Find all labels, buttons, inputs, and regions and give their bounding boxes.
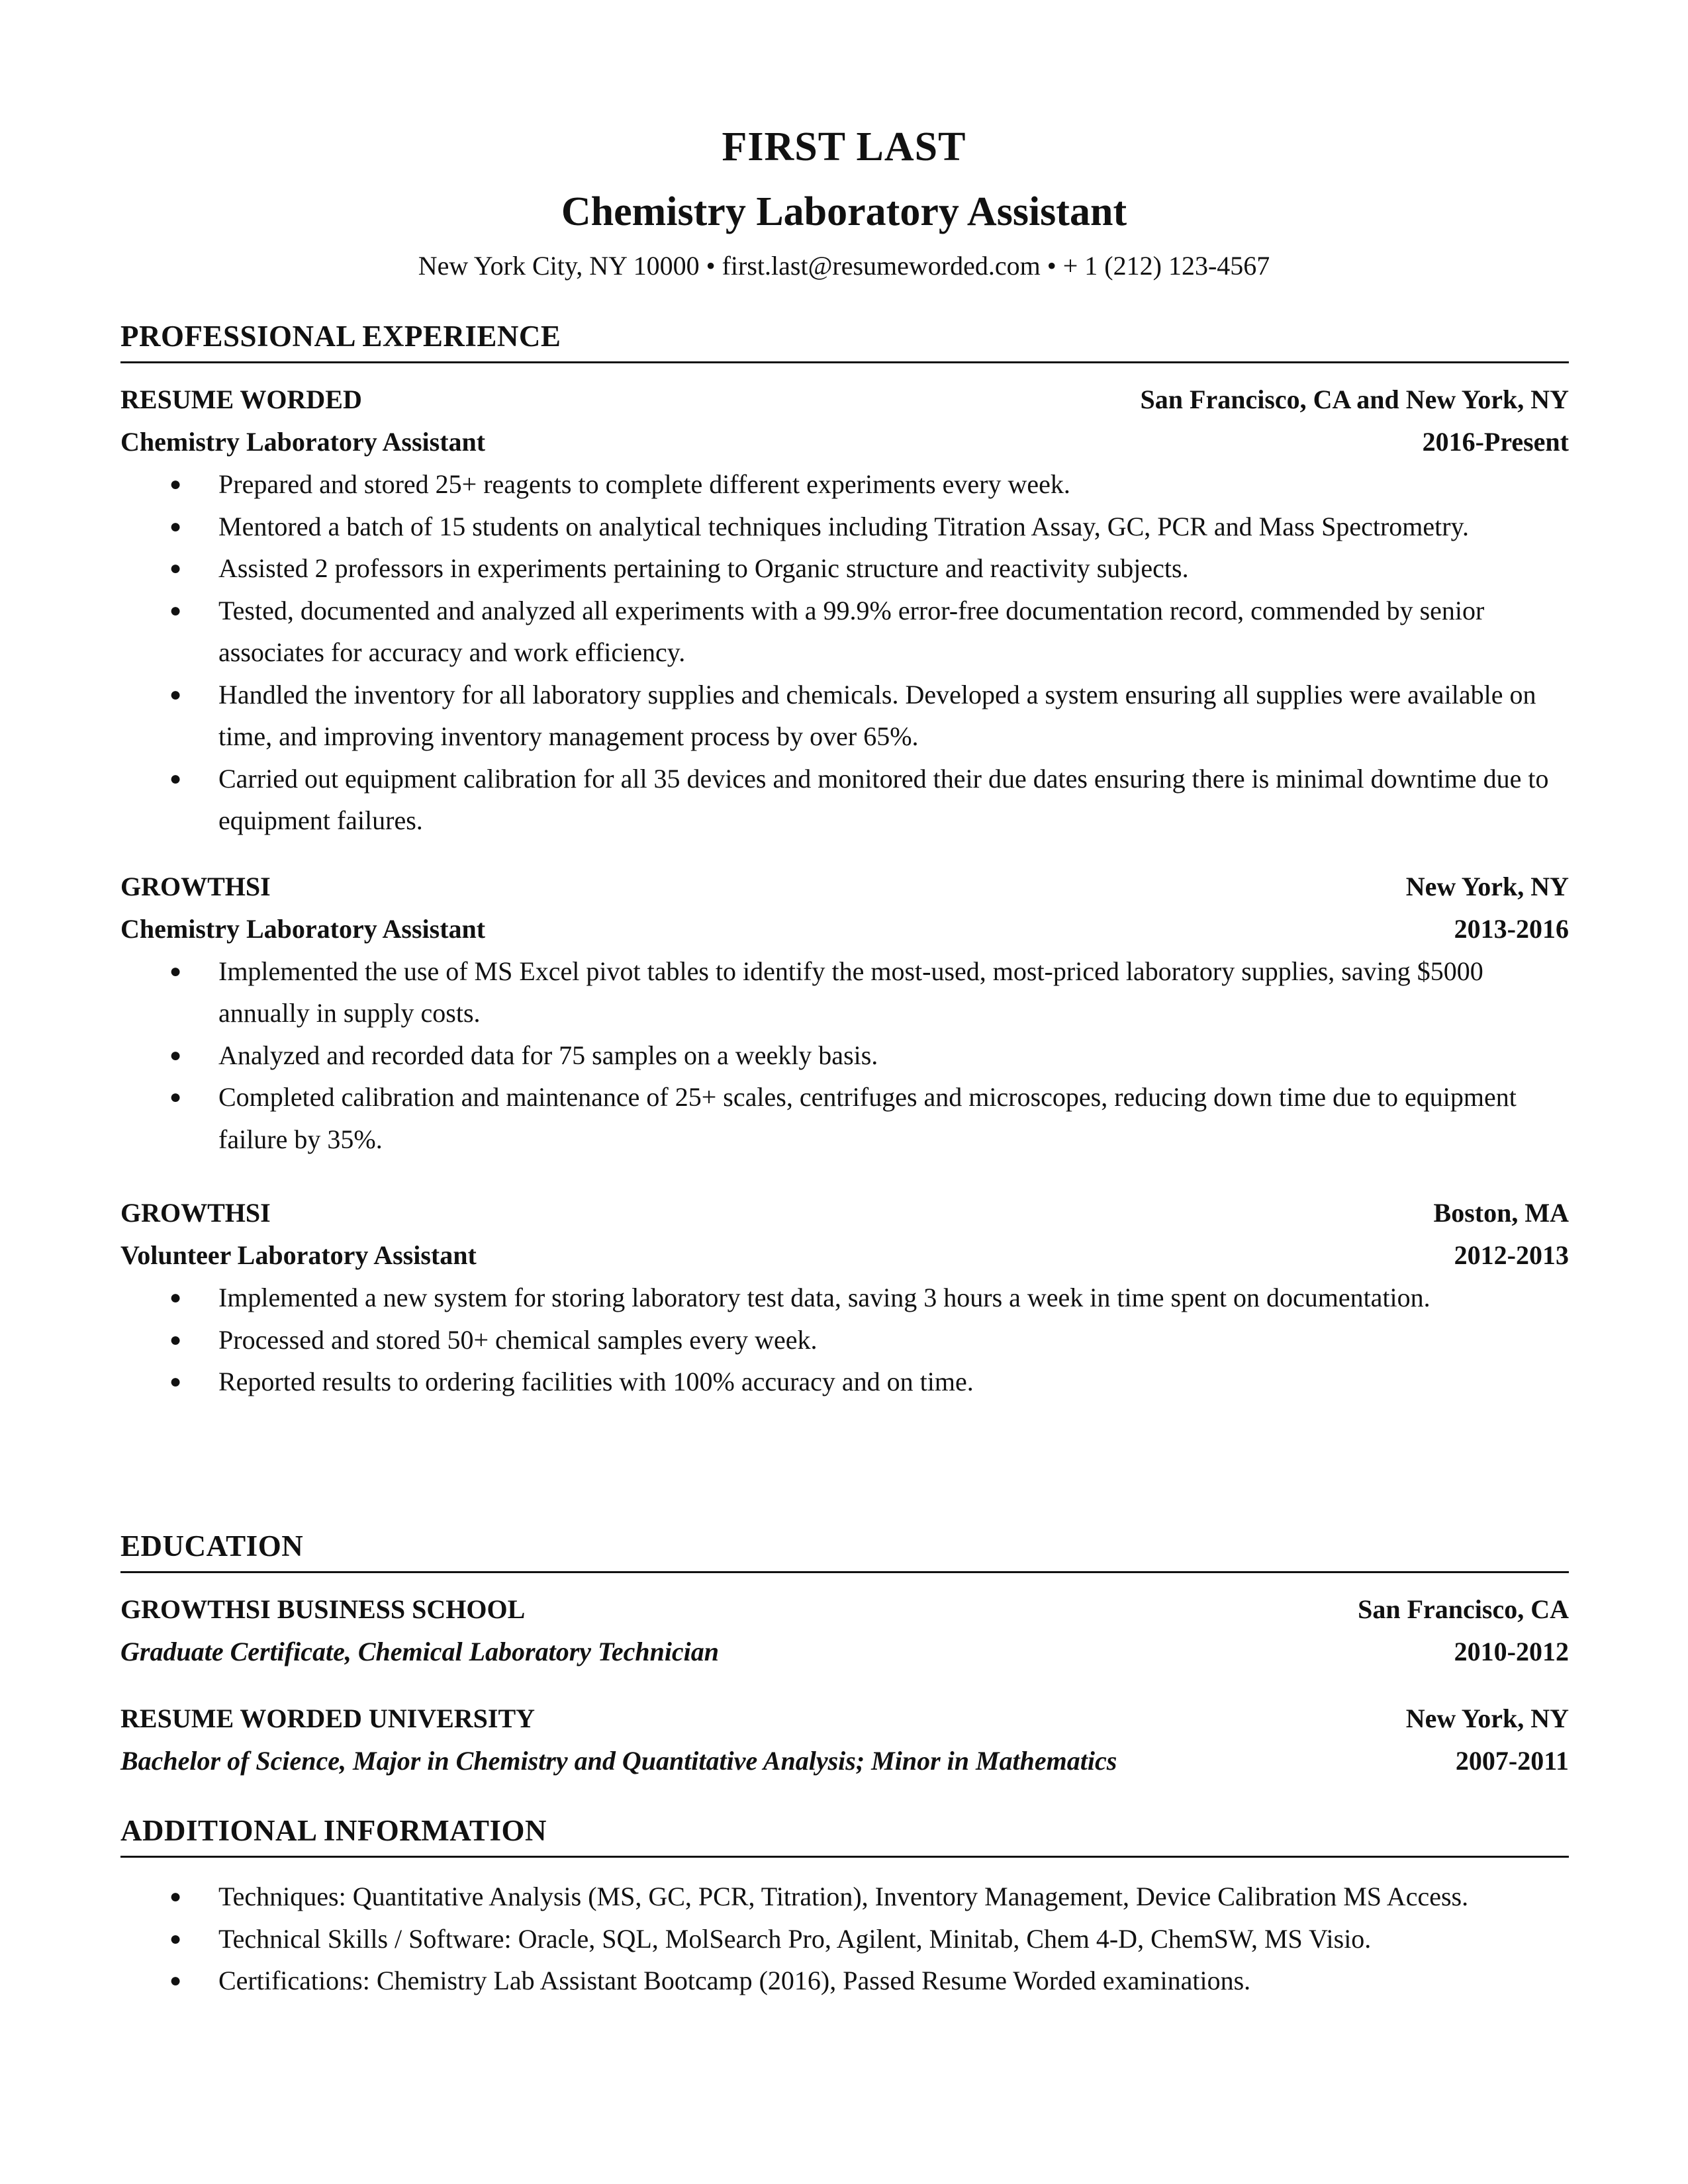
bullet-icon: ● (169, 683, 182, 705)
job-role: Chemistry Laboratory Assistant (120, 913, 486, 944)
job-dates: 2013-2016 (1454, 913, 1569, 944)
job-role: Chemistry Laboratory Assistant (120, 427, 486, 457)
job-entry (120, 379, 1569, 842)
degree-name: Graduate Certificate, Chemical Laboratory Technician (120, 1637, 720, 1666)
education-dates: 2007-2011 (1455, 1746, 1569, 1776)
resume-header (0, 120, 1688, 285)
education-entry (120, 1588, 1569, 1673)
section-heading-experience: PROFESSIONAL EXPERIENCE (120, 320, 561, 353)
bullet-icon: ● (169, 515, 182, 537)
contact-line: New York City, NY 10000 • first.last@resumeworded.com • + 1 (212) 123-4567 (418, 251, 1270, 281)
bullet-icon: ● (169, 1371, 182, 1392)
list-item: ● Tested, documented and analyzed all experiments with a 99.9% error-free documentation record, commended by senior associates for accuracy and work efficiency. (120, 590, 1569, 674)
additional-bullets (120, 1876, 1569, 2002)
section-heading-additional: ADDITIONAL INFORMATION (120, 1814, 547, 1847)
job-bullets (120, 1277, 1569, 1403)
list-item: ● Implemented a new system for storing laboratory test data, saving 3 hours a week in time spent on documentation. (120, 1277, 1569, 1319)
list-item: ● Processed and stored 50+ chemical samples every week. (120, 1319, 1569, 1361)
bullet-icon: ● (169, 767, 182, 790)
list-item: ● Completed calibration and maintenance of 25+ scales, centrifuges and microscopes, reducing down time due to equipment failure by 35%. (120, 1076, 1569, 1160)
section-divider (120, 361, 1569, 363)
job-dates: 2012-2013 (1454, 1240, 1569, 1270)
education-dates: 2010-2012 (1454, 1637, 1569, 1666)
job-company: GROWTHSI (120, 1198, 271, 1228)
bullet-icon: ● (169, 557, 182, 579)
bullet-icon: ● (169, 1086, 182, 1108)
job-dates: 2016-Present (1422, 427, 1569, 457)
list-item: ● Assisted 2 professors in experiments pertaining to Organic structure and reactivity subjects. (120, 547, 1569, 590)
school-location: San Francisco, CA (1358, 1594, 1569, 1624)
list-item: ● Technical Skills / Software: Oracle, SQL, MolSearch Pro, Agilent, Minitab, Chem 4-D, ChemSW, MS Visio. (120, 1918, 1569, 1960)
job-entry (120, 866, 1569, 1161)
additional-section (120, 1811, 1569, 2002)
section-divider (120, 1571, 1569, 1573)
list-item: ● Handled the inventory for all laboratory supplies and chemicals. Developed a system ensuring all supplies were available on time, and improving inventory management process by over 65%. (120, 674, 1569, 758)
list-item: ● Mentored a batch of 15 students on analytical techniques including Titration Assay, GC, PCR and Mass Spectrometry. (120, 506, 1569, 548)
list-item: ● Prepared and stored 25+ reagents to complete different experiments every week. (120, 463, 1569, 506)
candidate-name: FIRST LAST (722, 124, 966, 169)
school-location: New York, NY (1405, 1704, 1569, 1733)
list-item: ● Techniques: Quantitative Analysis (MS, GC, PCR, Titration), Inventory Management, Device Calibration MS Access. (120, 1876, 1569, 1918)
list-item: ● Implemented the use of MS Excel pivot tables to identify the most-used, most-priced laboratory supplies, saving $5000 annually in supply costs. (120, 950, 1569, 1034)
list-item: ● Carried out equipment calibration for all 35 devices and monitored their due dates ensuring there is minimal downtime due to equipment failures. (120, 758, 1569, 842)
list-item: ● Analyzed and recorded data for 75 samples on a weekly basis. (120, 1034, 1569, 1077)
job-location: San Francisco, CA and New York, NY (1140, 385, 1569, 414)
job-bullets (120, 950, 1569, 1161)
job-role: Volunteer Laboratory Assistant (120, 1240, 477, 1270)
job-entry (120, 1192, 1569, 1403)
job-company: GROWTHSI (120, 871, 271, 901)
bullet-icon: ● (169, 1927, 182, 1950)
section-heading-education: EDUCATION (120, 1529, 304, 1563)
school-name: GROWTHSI BUSINESS SCHOOL (120, 1594, 526, 1624)
job-company: RESUME WORDED (120, 385, 362, 414)
bullet-icon: ● (169, 1287, 182, 1308)
bullet-icon: ● (169, 473, 182, 495)
list-item: ● Reported results to ordering facilities with 100% accuracy and on time. (120, 1361, 1569, 1403)
school-name: RESUME WORDED UNIVERSITY (120, 1704, 536, 1733)
degree-name: Bachelor of Science, Major in Chemistry and Quantitative Analysis; Minor in Mathematics (120, 1746, 1117, 1776)
bullet-icon: ● (169, 599, 182, 621)
bullet-icon: ● (169, 1886, 182, 1907)
bullet-icon: ● (169, 1328, 182, 1351)
education-entry (120, 1698, 1569, 1782)
section-divider (120, 1856, 1569, 1858)
experience-section (120, 316, 1569, 1403)
candidate-title: Chemistry Laboratory Assistant (561, 189, 1127, 234)
job-location: New York, NY (1405, 871, 1569, 901)
job-location: Boston, MA (1433, 1198, 1569, 1228)
bullet-icon: ● (169, 960, 182, 982)
job-bullets (120, 463, 1569, 842)
bullet-icon: ● (169, 1970, 182, 1991)
education-section (120, 1526, 1569, 1782)
list-item: ● Certifications: Chemistry Lab Assistant Bootcamp (2016), Passed Resume Worded examinations. (120, 1960, 1569, 2002)
bullet-icon: ● (169, 1044, 182, 1066)
